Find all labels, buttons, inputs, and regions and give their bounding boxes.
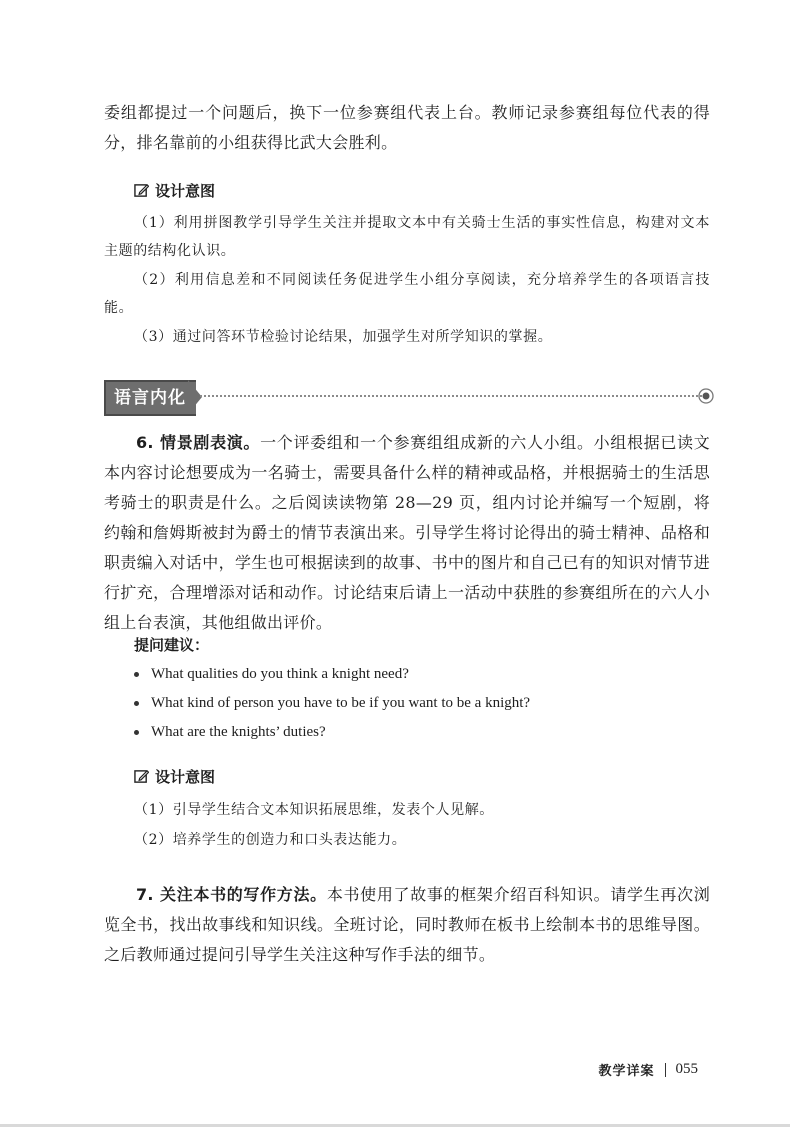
intro-paragraph: 委组都提过一个问题后，换下一位参赛组代表上台。教师记录参赛组每位代表的得分，排名靠前的小组获得比武大会胜利。 bbox=[104, 103, 710, 152]
question-text: What are the knights’ duties? bbox=[151, 724, 326, 740]
bullet-icon bbox=[134, 730, 139, 735]
design-intent-1-item: （3）通过问答环节检验讨论结果，加强学生对所学知识的掌握。 bbox=[134, 329, 553, 345]
design-intent-2-item: （1）引导学生结合文本知识拓展思维，发表个人见解。 bbox=[134, 802, 494, 818]
edit-note-icon bbox=[134, 769, 149, 784]
design-intent-heading-2 bbox=[134, 766, 215, 787]
activity-7-title: 7. 关注本书的写作方法。 bbox=[136, 885, 327, 904]
activity-7-body: 本书使用了故事的框架介绍百科知识。请学生再次浏览全书，找出故事线和知识线。全班讨论，同时教师在板书上绘制本书的思维导图。之后教师通过提问引导学生关注这种写作手法的细节。 bbox=[104, 885, 710, 964]
list-item bbox=[134, 689, 530, 718]
question-text: What kind of person you have to be if you want to be a knight? bbox=[151, 695, 531, 711]
question-list bbox=[134, 660, 530, 747]
section-title: 语言内化 bbox=[104, 380, 196, 416]
section-banner bbox=[104, 380, 716, 414]
list-item bbox=[134, 718, 530, 747]
activity-6-title: 6. 情景剧表演。 bbox=[136, 433, 261, 452]
question-suggestions-heading: 提问建议： bbox=[134, 636, 210, 654]
design-intent-1-item: （1）利用拼图教学引导学生关注并提取文本中有关骑士生活的事实性信息，构建对文本主题的结构化认识。 bbox=[104, 215, 710, 259]
footer-divider bbox=[665, 1063, 666, 1077]
list-item bbox=[134, 660, 530, 689]
bullet-icon bbox=[134, 701, 139, 706]
footer-label: 教学详案 bbox=[598, 1064, 655, 1079]
design-intent-label: 设计意图 bbox=[155, 182, 216, 200]
question-text: What qualities do you think a knight need? bbox=[151, 666, 409, 682]
page-number: 055 bbox=[675, 1061, 698, 1077]
activity-7-paragraph bbox=[104, 880, 710, 970]
activity-6-body: 一个评委组和一个参赛组组成新的六人小组。小组根据已读文本内容讨论想要成为一名骑士，需要具备什么样的精神或品格，并根据骑士的生活思考骑士的职责是什么。之后阅读读物第 28—29 页，组内讨论并编写一个短剧，将约翰和詹姆斯被封为爵士的情节表演出来。引导学生将讨论得出的骑士精神、品格和职责编入对话中，学生也可根据读到的故事、书中的图片和自己已有的知识对情节进行扩充，合理增添对话和动作。讨论结束后请上一活动中获胜的参赛组所在的六人小组上台表演，其他组做出评价。 bbox=[104, 433, 711, 632]
design-intent-heading-1 bbox=[134, 180, 215, 201]
design-intent-2-item: （2）培养学生的创造力和口头表达能力。 bbox=[134, 832, 407, 848]
activity-6-paragraph bbox=[104, 428, 710, 638]
page-footer bbox=[598, 1060, 698, 1079]
bullet-icon bbox=[134, 672, 139, 677]
design-intent-label: 设计意图 bbox=[155, 768, 216, 786]
banner-rule bbox=[200, 394, 702, 398]
edit-note-icon bbox=[134, 183, 149, 198]
banner-end-ornament-icon bbox=[696, 386, 716, 406]
design-intent-1-item: （2）利用信息差和不同阅读任务促进学生小组分享阅读，充分培养学生的各项语言技能。 bbox=[104, 272, 710, 316]
